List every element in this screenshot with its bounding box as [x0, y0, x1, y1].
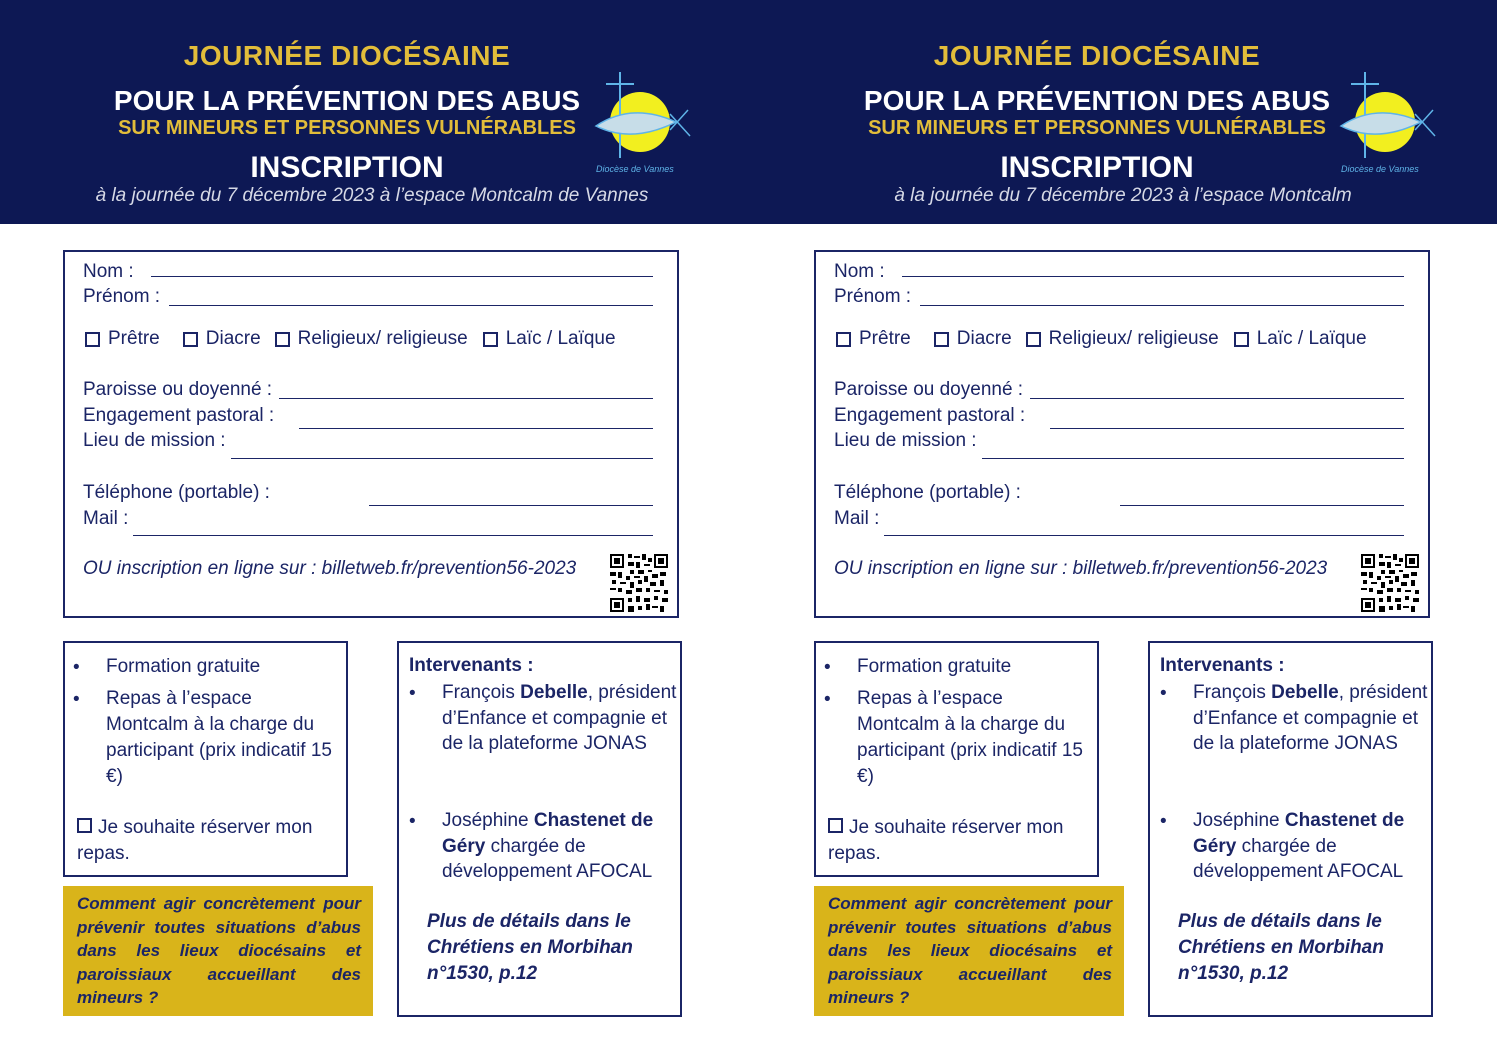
checkbox-religieux[interactable]: Religieux/ religieuse — [275, 328, 468, 350]
question-callout: Comment agir concrètement pour prévenir toutes situations d’abus dans les lieux diocésains et paroissiaux accueillant des mineurs ? — [63, 886, 373, 1016]
more-details-note: Plus de détails dans le Chrétiens en Morbihan n°1530, p.12 — [427, 911, 633, 984]
prenom-field[interactable] — [920, 305, 1404, 306]
checkbox-icon — [77, 818, 92, 833]
paroisse-field[interactable] — [1030, 398, 1404, 399]
event-subtitle-2: SUR MINEURS ET PERSONNES VULNÉRABLES — [868, 117, 1326, 139]
nom-field[interactable] — [902, 276, 1404, 277]
registration-card-right — [751, 0, 1497, 1058]
practical-info-box — [63, 641, 348, 877]
diocese-logo — [592, 70, 692, 176]
bullet: • — [1160, 811, 1167, 832]
info-item-meal: Repas à l’espace Montcalm à la charge du participant (prix indicatif 15 €) — [857, 688, 1083, 787]
checkbox-icon — [836, 332, 851, 347]
paroisse-label: Paroisse ou doyenné : — [834, 379, 1024, 400]
event-date-line: à la journée du 7 décembre 2023 à l’espace Montcalm de Vannes — [95, 185, 649, 206]
event-subtitle-2: SUR MINEURS ET PERSONNES VULNÉRABLES — [118, 117, 576, 139]
mail-field[interactable] — [133, 535, 653, 536]
practical-info-box — [814, 641, 1099, 877]
event-subtitle: POUR LA PRÉVENTION DES ABUS — [113, 85, 581, 116]
engagement-label: Engagement pastoral : — [83, 405, 275, 426]
online-registration-text: OU inscription en ligne sur : billetweb.fr/prevention56-2023 — [83, 558, 577, 579]
question-callout: Comment agir concrètement pour prévenir toutes situations d’abus dans les lieux diocésains et paroissiaux accueillant des mineurs ? — [814, 886, 1124, 1016]
checkbox-icon — [183, 332, 198, 347]
mail-label: Mail : — [834, 508, 880, 529]
telephone-label: Téléphone (portable) : — [83, 482, 270, 503]
speaker-chastenet: Joséphine Chastenet de Géry chargée de développement AFOCAL — [1193, 810, 1405, 882]
event-title: JOURNÉE DIOCÉSAINE — [933, 40, 1261, 71]
speakers-box — [397, 641, 682, 1017]
registration-form — [63, 250, 679, 618]
logo-caption: Diocèse de Vannes — [596, 164, 674, 174]
info-item-free-training: Formation gratuite — [857, 656, 1012, 677]
info-item-free-training: Formation gratuite — [106, 656, 261, 677]
lieu-field[interactable] — [231, 458, 653, 459]
nom-label: Nom : — [834, 261, 885, 282]
engagement-field[interactable] — [1050, 428, 1404, 429]
speakers-title: Intervenants : — [409, 655, 534, 676]
status-checkboxes — [836, 328, 1367, 350]
bullet: • — [1160, 683, 1167, 704]
info-item-meal: Repas à l’espace Montcalm à la charge du participant (prix indicatif 15 €) — [106, 688, 332, 787]
qr-code-icon[interactable] — [1361, 554, 1419, 612]
more-details-note: Plus de détails dans le Chrétiens en Morbihan n°1530, p.12 — [1178, 911, 1384, 984]
inscription-heading: INSCRIPTION — [250, 151, 444, 184]
telephone-field[interactable] — [1120, 505, 1404, 506]
status-checkboxes — [85, 328, 616, 350]
prenom-field[interactable] — [169, 305, 653, 306]
engagement-label: Engagement pastoral : — [834, 405, 1026, 426]
checkbox-icon — [934, 332, 949, 347]
checkbox-icon — [483, 332, 498, 347]
bullet: • — [824, 689, 831, 710]
checkbox-icon — [1234, 332, 1249, 347]
lieu-label: Lieu de mission : — [83, 430, 226, 451]
speaker-chastenet: Joséphine Chastenet de Géry chargée de développement AFOCAL — [442, 810, 654, 882]
inscription-heading: INSCRIPTION — [1000, 151, 1194, 184]
checkbox-diacre[interactable]: Diacre — [183, 328, 261, 350]
checkbox-icon — [1026, 332, 1041, 347]
speakers-box — [1148, 641, 1433, 1017]
bullet: • — [73, 657, 80, 678]
checkbox-icon — [275, 332, 290, 347]
bullet: • — [824, 657, 831, 678]
checkbox-diacre[interactable]: Diacre — [934, 328, 1012, 350]
event-title: JOURNÉE DIOCÉSAINE — [183, 40, 511, 71]
diocese-logo — [1337, 70, 1437, 176]
mail-field[interactable] — [884, 535, 1404, 536]
prenom-label: Prénom : — [83, 286, 161, 307]
meal-reservation-checkbox[interactable]: Je souhaite réserver mon repas. — [828, 817, 1064, 864]
mail-label: Mail : — [83, 508, 129, 529]
lieu-label: Lieu de mission : — [834, 430, 977, 451]
paroisse-label: Paroisse ou doyenné : — [83, 379, 273, 400]
bullet: • — [73, 689, 80, 710]
registration-card-left — [0, 0, 748, 1058]
prenom-label: Prénom : — [834, 286, 912, 307]
checkbox-icon — [828, 818, 843, 833]
checkbox-icon — [85, 332, 100, 347]
bullet: • — [409, 683, 416, 704]
speakers-title: Intervenants : — [1160, 655, 1285, 676]
speaker-debelle: François Debelle, président d’Enfance et compagnie et de la plateforme JONAS — [442, 682, 677, 754]
event-subtitle: POUR LA PRÉVENTION DES ABUS — [863, 85, 1331, 116]
event-date-line: à la journée du 7 décembre 2023 à l’espace Montcalm — [894, 185, 1352, 206]
checkbox-laic[interactable]: Laïc / Laïque — [1234, 328, 1367, 350]
lieu-field[interactable] — [982, 458, 1404, 459]
paroisse-field[interactable] — [279, 398, 653, 399]
qr-code-icon[interactable] — [610, 554, 668, 612]
checkbox-laic[interactable]: Laïc / Laïque — [483, 328, 616, 350]
registration-form — [814, 250, 1430, 618]
checkbox-religieux[interactable]: Religieux/ religieuse — [1026, 328, 1219, 350]
meal-reservation-checkbox[interactable]: Je souhaite réserver mon repas. — [77, 817, 313, 864]
telephone-label: Téléphone (portable) : — [834, 482, 1021, 503]
logo-caption: Diocèse de Vannes — [1341, 164, 1419, 174]
nom-label: Nom : — [83, 261, 134, 282]
checkbox-pretre[interactable]: Prêtre — [836, 328, 911, 350]
telephone-field[interactable] — [369, 505, 653, 506]
bullet: • — [409, 811, 416, 832]
engagement-field[interactable] — [299, 428, 653, 429]
online-registration-text: OU inscription en ligne sur : billetweb.fr/prevention56-2023 — [834, 558, 1328, 579]
speaker-debelle: François Debelle, président d’Enfance et compagnie et de la plateforme JONAS — [1193, 682, 1428, 754]
nom-field[interactable] — [151, 276, 653, 277]
checkbox-pretre[interactable]: Prêtre — [85, 328, 160, 350]
